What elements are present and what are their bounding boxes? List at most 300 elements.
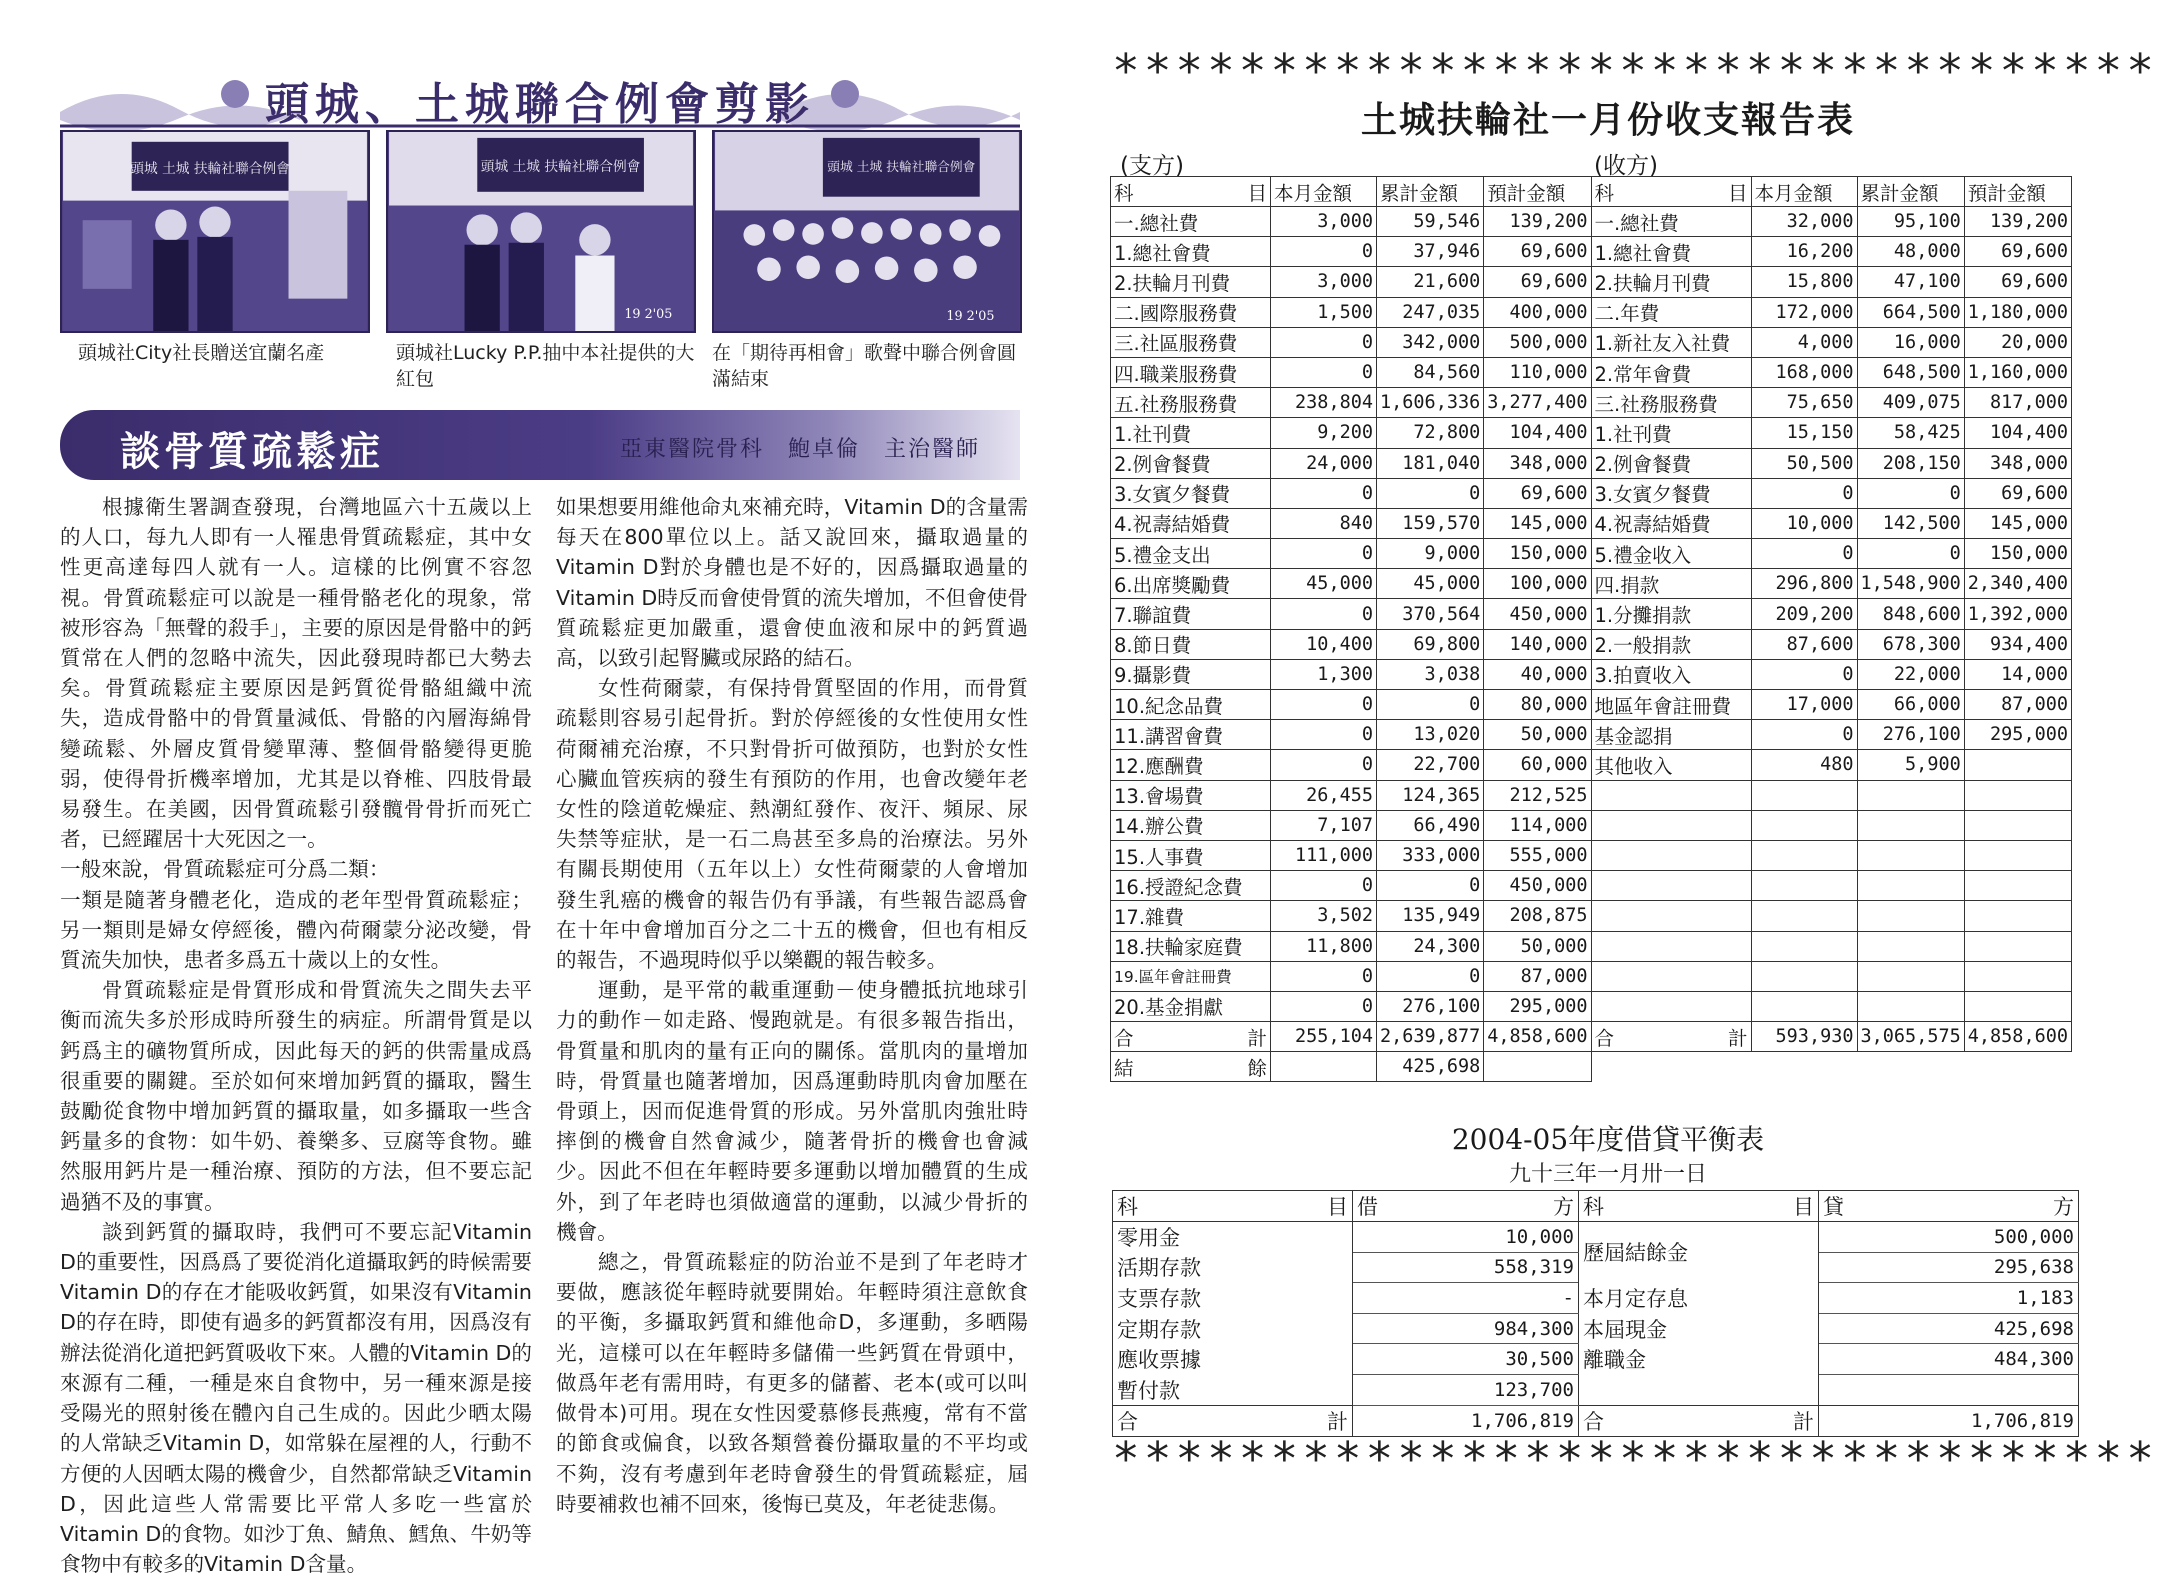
photo-3-image xyxy=(714,132,1020,331)
income-budget: 14,000 xyxy=(1964,659,2071,689)
photo-3-caption: 在「期待再相會」歌聲中聯合例會圓滿結束 xyxy=(712,342,1017,390)
expense-item: 16.授證紀念費 xyxy=(1111,871,1271,901)
header-cumulative: 累計金額 xyxy=(1377,177,1484,207)
income-item xyxy=(1591,901,1751,931)
article-title: 談骨質疏鬆症 xyxy=(120,428,384,475)
expense-budget: 60,000 xyxy=(1484,750,1591,780)
ledger-row xyxy=(1111,901,2072,931)
income-cumulative xyxy=(1857,871,1964,901)
header-budget: 預計金額 xyxy=(1964,177,2071,207)
expense-month: 3,502 xyxy=(1271,901,1377,931)
expense-month: 0 xyxy=(1271,720,1377,750)
income-item: 基金認捐 xyxy=(1591,720,1751,750)
article-header xyxy=(60,410,1020,480)
income-month: 10,000 xyxy=(1751,508,1857,538)
income-item: 1.新社友入社費 xyxy=(1591,327,1751,357)
paragraph: 一般來說，骨質疏鬆症可分爲二類： xyxy=(60,857,390,882)
income-month: 480 xyxy=(1751,750,1857,780)
balance-row: 活期存款 558,319 295,638 xyxy=(1113,1252,2079,1283)
expense-month: 0 xyxy=(1271,237,1377,267)
expense-budget: 50,000 xyxy=(1484,931,1591,961)
total-expense-month: 255,104 xyxy=(1271,1022,1377,1052)
expense-month: 238,804 xyxy=(1271,388,1377,418)
expense-item: 6.出席獎勵費 xyxy=(1111,569,1271,599)
paragraph: 總之，骨質疏鬆症的防治並不是到了年老時才要做，應該從年輕時就要開始。年輕時須注意飲食的平衡，多攝取鈣質和維他命D，多運動，多晒陽光，這樣可以在年輕時多儲備一些鈣質在骨頭中，做爲年老有需用時，有更多的儲蓄、老本(或可以叫做骨本)可用。現在女性因愛慕修長燕瘦，常有不當的節食或偏食，以致各類營養份攝取量的不平均或不夠，沒有考慮到年老時會發生的骨質疏鬆症，屆時要補救也補不回來，後悔已莫及，年老徒悲傷。 xyxy=(556,1250,1028,1516)
income-cumulative xyxy=(1857,901,1964,931)
expense-month: 7,107 xyxy=(1271,810,1377,840)
expense-cumulative: 135,949 xyxy=(1377,901,1484,931)
total-income-month: 593,930 xyxy=(1751,1022,1857,1052)
article-author: 亞東醫院骨科 鮑卓倫 主治醫師 xyxy=(619,437,980,462)
income-month xyxy=(1751,991,1857,1021)
expense-cumulative: 181,040 xyxy=(1377,448,1484,478)
ledger-row xyxy=(1111,327,2072,357)
income-budget xyxy=(1964,810,2071,840)
income-cumulative: 648,500 xyxy=(1857,357,1964,387)
income-month xyxy=(1751,840,1857,870)
expense-budget: 555,000 xyxy=(1484,840,1591,870)
income-budget: 150,000 xyxy=(1964,539,2071,569)
photo-1 xyxy=(60,130,370,333)
income-item xyxy=(1591,780,1751,810)
income-budget: 348,000 xyxy=(1964,448,2071,478)
expense-budget: 100,000 xyxy=(1484,569,1591,599)
balance-credit-total: 1,706,819 xyxy=(1819,1405,2079,1436)
income-cumulative: 48,000 xyxy=(1857,237,1964,267)
income-cumulative: 848,600 xyxy=(1857,599,1964,629)
income-month: 15,800 xyxy=(1751,267,1857,297)
expense-cumulative: 247,035 xyxy=(1377,297,1484,327)
income-month: 16,200 xyxy=(1751,237,1857,267)
expense-budget: 69,600 xyxy=(1484,478,1591,508)
income-month: 172,000 xyxy=(1751,297,1857,327)
surplus-value: 425,698 xyxy=(1377,1052,1484,1082)
income-item: 3.拍賣收入 xyxy=(1591,659,1751,689)
expense-cumulative: 13,020 xyxy=(1377,720,1484,750)
ledger-row xyxy=(1111,750,2072,780)
expense-cumulative: 24,300 xyxy=(1377,931,1484,961)
expense-item: 10.紀念品費 xyxy=(1111,690,1271,720)
income-item xyxy=(1591,871,1751,901)
surplus-label: 結 餘 xyxy=(1111,1052,1271,1082)
surplus-row xyxy=(1111,1052,2072,1082)
expense-cumulative: 84,560 xyxy=(1377,357,1484,387)
income-budget: 104,400 xyxy=(1964,418,2071,448)
income-cumulative: 66,000 xyxy=(1857,690,1964,720)
expense-cumulative: 69,800 xyxy=(1377,629,1484,659)
total-expense-budget: 4,858,600 xyxy=(1484,1022,1591,1052)
ledger-row xyxy=(1111,599,2072,629)
balance-header-row: 科 目 借 方 科 目 貸 方 xyxy=(1113,1191,2079,1222)
income-budget: 295,000 xyxy=(1964,720,2071,750)
ledger-row xyxy=(1111,448,2072,478)
ledger-row xyxy=(1111,569,2072,599)
expense-month: 0 xyxy=(1271,750,1377,780)
expense-month: 1,500 xyxy=(1271,297,1377,327)
expense-budget: 104,400 xyxy=(1484,418,1591,448)
balance-total-row: 合 計 1,706,819 合 計 1,706,819 xyxy=(1113,1405,2079,1436)
income-budget xyxy=(1964,901,2071,931)
expense-budget: 400,000 xyxy=(1484,297,1591,327)
paragraph: 運動，是平常的載重運動－使身體抵抗地球引力的動作－如走路、慢跑就是。有很多報告指出，骨質量和肌肉的量有正向的關係。當肌肉的量增加時，骨質量也隨著增加，因爲運動時肌肉會加壓在骨頭上，因而促進骨質的形成。另外當肌肉強壯時摔倒的機會自然會減少，隨著骨折的機會也會減少。因此不但在年輕時要多運動以增加體質的生成外，到了年老時也須做適當的運動，以減少骨折的機會。 xyxy=(556,978,1028,1244)
balance-row: 應收票據 30,500 離職金 484,300 xyxy=(1113,1344,2079,1375)
expense-item: 8.節日費 xyxy=(1111,629,1271,659)
income-cumulative: 664,500 xyxy=(1857,297,1964,327)
expense-item: 14.辦公費 xyxy=(1111,810,1271,840)
expense-cumulative: 21,600 xyxy=(1377,267,1484,297)
expense-month: 3,000 xyxy=(1271,267,1377,297)
photo-1-sign: 頭城 土城 扶輪社聯合例會 xyxy=(130,161,290,178)
expense-item: 7.聯誼費 xyxy=(1111,599,1271,629)
header-budget: 預計金額 xyxy=(1484,177,1591,207)
income-budget xyxy=(1964,991,2071,1021)
header-cumulative: 累計金額 xyxy=(1857,177,1964,207)
total-label: 合 計 xyxy=(1111,1022,1271,1052)
expense-month: 0 xyxy=(1271,478,1377,508)
income-item xyxy=(1591,991,1751,1021)
income-budget: 1,160,000 xyxy=(1964,357,2071,387)
income-cumulative: 0 xyxy=(1857,539,1964,569)
ledger-row xyxy=(1111,690,2072,720)
balance-row: 暫付款 123,700 xyxy=(1113,1374,2079,1405)
ledger-row xyxy=(1111,629,2072,659)
expense-cumulative: 0 xyxy=(1377,478,1484,508)
income-budget: 2,340,400 xyxy=(1964,569,2071,599)
paragraph: 談到鈣質的攝取時，我們可不要忘記Vitamin D的重要性，因爲爲了要從消化道攝取鈣的時候需要Vitamin D的存在才能吸收鈣質，如果沒有Vitamin D的存在時，即使有過多的鈣質都沒有用，因爲沒有辦法從消化道把鈣質吸收下來。人體的Vitamin D的來源有二種，一種是來自食物中，另一種來源是接受陽光的照射後在體內自己生成的。因此少晒太陽的人常缺乏Vitamin D，如常躲在屋裡的人，行動不方便的人因晒太陽的機會少，自然都常缺乏Vitamin D，因此這些人常需要比平常人多吃一些富於Vitamin D的食物。如沙丁魚、鯖魚、鱈魚、牛奶等食物中有較多的Vitamin D含量。 xyxy=(60,1219,532,1577)
expense-budget: 450,000 xyxy=(1484,871,1591,901)
income-cumulative xyxy=(1857,961,1964,991)
ledger-row xyxy=(1111,991,2072,1021)
expense-month: 3,000 xyxy=(1271,207,1377,237)
banner-title: 頭城、土城聯合例會剪影 xyxy=(265,79,815,130)
header-month: 本月金額 xyxy=(1271,177,1377,207)
expense-budget: 348,000 xyxy=(1484,448,1591,478)
right-page xyxy=(1072,0,2158,1536)
expense-item: 19.區年會註冊費 xyxy=(1111,961,1271,991)
income-item: 三.社務服務費 xyxy=(1591,388,1751,418)
expense-budget: 3,277,400 xyxy=(1484,388,1591,418)
ledger-row xyxy=(1111,237,2072,267)
expense-cumulative: 3,038 xyxy=(1377,659,1484,689)
expense-budget: 40,000 xyxy=(1484,659,1591,689)
income-budget xyxy=(1964,871,2071,901)
expense-cumulative: 66,490 xyxy=(1377,810,1484,840)
income-budget: 69,600 xyxy=(1964,237,2071,267)
income-item: 5.禮金收入 xyxy=(1591,539,1751,569)
income-budget: 69,600 xyxy=(1964,267,2071,297)
expense-item: 5.禮金支出 xyxy=(1111,539,1271,569)
photo-3-stamp: 19 2'05 xyxy=(946,309,995,325)
photo-1-caption: 頭城社City社長贈送宜蘭名產 xyxy=(78,342,325,364)
income-month: 17,000 xyxy=(1751,690,1857,720)
income-budget xyxy=(1964,961,2071,991)
ledger-row xyxy=(1111,388,2072,418)
income-month: 50,500 xyxy=(1751,448,1857,478)
income-cumulative xyxy=(1857,810,1964,840)
expense-budget: 500,000 xyxy=(1484,327,1591,357)
income-month: 87,600 xyxy=(1751,629,1857,659)
income-cumulative: 47,100 xyxy=(1857,267,1964,297)
total-expense-cumulative: 2,639,877 xyxy=(1377,1022,1484,1052)
income-cumulative: 22,000 xyxy=(1857,659,1964,689)
photo-banner xyxy=(60,50,1020,140)
ledger-row xyxy=(1111,357,2072,387)
income-month: 168,000 xyxy=(1751,357,1857,387)
total-row xyxy=(1111,1022,2072,1052)
expense-budget: 212,525 xyxy=(1484,780,1591,810)
income-month: 0 xyxy=(1751,659,1857,689)
ledger-row xyxy=(1111,931,2072,961)
ledger-row xyxy=(1111,659,2072,689)
expense-budget: 87,000 xyxy=(1484,961,1591,991)
expense-month: 840 xyxy=(1271,508,1377,538)
income-month: 296,800 xyxy=(1751,569,1857,599)
ledger-row xyxy=(1111,871,2072,901)
income-cumulative: 95,100 xyxy=(1857,207,1964,237)
balance-row: 零用金 10,000 歷屆結餘金 500,000 xyxy=(1113,1222,2079,1253)
income-budget xyxy=(1964,931,2071,961)
income-budget: 934,400 xyxy=(1964,629,2071,659)
expense-budget: 145,000 xyxy=(1484,508,1591,538)
expense-budget: 69,600 xyxy=(1484,267,1591,297)
expense-cumulative: 0 xyxy=(1377,961,1484,991)
balance-sheet-title: 2004-05年度借貸平衡表 xyxy=(1451,1123,1765,1156)
photo-3-sign: 頭城 土城 扶輪社聯合例會 xyxy=(827,160,976,176)
expense-item: 五.社務服務費 xyxy=(1111,388,1271,418)
expense-cumulative: 276,100 xyxy=(1377,991,1484,1021)
expense-budget: 114,000 xyxy=(1484,810,1591,840)
ledger-row xyxy=(1111,508,2072,538)
income-cumulative: 208,150 xyxy=(1857,448,1964,478)
ledger-row xyxy=(1111,720,2072,750)
income-cumulative: 276,100 xyxy=(1857,720,1964,750)
income-item xyxy=(1591,810,1751,840)
expense-budget: 150,000 xyxy=(1484,539,1591,569)
expense-cumulative: 37,946 xyxy=(1377,237,1484,267)
income-month: 15,150 xyxy=(1751,418,1857,448)
expense-item: 20.基金捐獻 xyxy=(1111,991,1271,1021)
income-budget: 69,600 xyxy=(1964,478,2071,508)
expense-item: 18.扶輪家庭費 xyxy=(1111,931,1271,961)
expense-item: 17.雜費 xyxy=(1111,901,1271,931)
income-cumulative: 58,425 xyxy=(1857,418,1964,448)
income-item: 2.一般捐款 xyxy=(1591,629,1751,659)
photo-1-image xyxy=(62,132,368,331)
photo-3 xyxy=(712,130,1022,333)
expense-cumulative: 124,365 xyxy=(1377,780,1484,810)
expense-month: 0 xyxy=(1271,539,1377,569)
expense-cumulative: 45,000 xyxy=(1377,569,1484,599)
income-month: 209,200 xyxy=(1751,599,1857,629)
photo-2-sign: 頭城 土城 扶輪社聯合例會 xyxy=(480,159,641,176)
income-budget: 817,000 xyxy=(1964,388,2071,418)
income-month: 0 xyxy=(1751,720,1857,750)
income-item: 2.扶輪月刊費 xyxy=(1591,267,1751,297)
income-item: 地區年會註冊費 xyxy=(1591,690,1751,720)
expense-cumulative: 0 xyxy=(1377,871,1484,901)
ledger-row xyxy=(1111,961,2072,991)
report-title: 土城扶輪社一月份收支報告表 xyxy=(1360,100,1855,141)
balance-row: 定期存款 984,300 本屆現金 425,698 xyxy=(1113,1313,2079,1344)
expense-budget: 50,000 xyxy=(1484,720,1591,750)
expense-item: 1.總社會費 xyxy=(1111,237,1271,267)
expense-budget: 295,000 xyxy=(1484,991,1591,1021)
income-item: 四.捐款 xyxy=(1591,569,1751,599)
expense-budget: 450,000 xyxy=(1484,599,1591,629)
income-budget xyxy=(1964,840,2071,870)
balance-sheet-table xyxy=(1112,1190,2079,1437)
star-border-bottom: ********************************* xyxy=(1112,1432,2158,1486)
balance-sheet-date: 九十三年一月卅一日 xyxy=(1508,1162,1707,1187)
star-border-top: ********************************* xyxy=(1112,44,2158,98)
expense-item: 11.講習會費 xyxy=(1111,720,1271,750)
photo-2-caption: 頭城社Lucky P.P.抽中本社提供的大紅包 xyxy=(396,342,695,390)
income-item: 一.總社費 xyxy=(1591,207,1751,237)
expense-cumulative: 9,000 xyxy=(1377,539,1484,569)
expense-month: 0 xyxy=(1271,327,1377,357)
income-item: 1.社刊費 xyxy=(1591,418,1751,448)
paragraph: 根據衛生署調查發現，台灣地區六十五歲以上的人口，每九人即有一人罹患骨質疏鬆症，其中女性更高達每四人就有一人。這樣的比例實不容忽視。骨質疏鬆症可以說是一種骨骼老化的現象，常被形容為「無聲的殺手」，主要的原因是骨骼中的鈣質常在人們的忽略中流失，因此發現時都已大勢去矣。骨質疏鬆症主要原因是鈣質從骨骼組織中流失，造成骨骼中的骨質量減低、骨骼的內層海綿骨變疏鬆、外層皮質骨變單薄、整個骨骼變得更脆弱，使得骨折機率增加，尤其是以脊椎、四肢骨最易發生。在美國，因骨質疏鬆引發髖骨骨折而死亡者，已經躍居十大死因之一。 xyxy=(60,495,532,852)
expense-item: 1.社刊費 xyxy=(1111,418,1271,448)
income-month xyxy=(1751,961,1857,991)
expense-item: 三.社區服務費 xyxy=(1111,327,1271,357)
expense-item: 2.扶輪月刊費 xyxy=(1111,267,1271,297)
income-budget: 87,000 xyxy=(1964,690,2071,720)
income-item: 3.女賓夕餐費 xyxy=(1591,478,1751,508)
expense-item: 一.總社費 xyxy=(1111,207,1271,237)
income-cumulative: 409,075 xyxy=(1857,388,1964,418)
expense-cumulative: 1,606,336 xyxy=(1377,388,1484,418)
expense-month: 0 xyxy=(1271,991,1377,1021)
photo-2 xyxy=(386,130,696,333)
ledger-row xyxy=(1111,810,2072,840)
expense-cumulative: 342,000 xyxy=(1377,327,1484,357)
article-column-1 xyxy=(60,492,532,1579)
expense-item: 3.女賓夕餐費 xyxy=(1111,478,1271,508)
expense-month: 26,455 xyxy=(1271,780,1377,810)
header-subject: 科 目 xyxy=(1591,177,1751,207)
expense-month: 0 xyxy=(1271,599,1377,629)
expense-month: 0 xyxy=(1271,961,1377,991)
balance-row: 支票存款 - 本月定存息 1,183 xyxy=(1113,1283,2079,1314)
total-income-budget: 4,858,600 xyxy=(1964,1022,2071,1052)
income-cumulative xyxy=(1857,931,1964,961)
ledger-row xyxy=(1111,267,2072,297)
ledger-row xyxy=(1111,297,2072,327)
ledger-row xyxy=(1111,207,2072,237)
income-cumulative: 678,300 xyxy=(1857,629,1964,659)
income-budget: 1,392,000 xyxy=(1964,599,2071,629)
income-expense-table xyxy=(1110,176,2072,1082)
income-month: 4,000 xyxy=(1751,327,1857,357)
expense-month: 24,000 xyxy=(1271,448,1377,478)
expense-cumulative: 72,800 xyxy=(1377,418,1484,448)
left-page xyxy=(0,0,1072,1577)
income-cumulative: 5,900 xyxy=(1857,750,1964,780)
ledger-row xyxy=(1111,539,2072,569)
expense-label: (支方) xyxy=(1120,153,1184,179)
income-cumulative: 1,548,900 xyxy=(1857,569,1964,599)
expense-month: 0 xyxy=(1271,690,1377,720)
income-month xyxy=(1751,871,1857,901)
paragraph: 骨質疏鬆症是骨質形成和骨質流失之間失去平衡而流失多於形成時所發生的病症。所謂骨質是以鈣爲主的礦物質所成，因此每天的鈣的供需量成爲很重要的關鍵。至於如何來增加鈣質的攝取，醫生鼓勵從食物中增加鈣質的攝取量，如多攝取一些含鈣量多的食物：如牛奶、養樂多、豆腐等食物。雖然服用鈣片是一種治療、預防的方法，但不要忘記過猶不及的事實。 xyxy=(60,978,532,1214)
header-month: 本月金額 xyxy=(1751,177,1857,207)
income-cumulative: 0 xyxy=(1857,478,1964,508)
expense-item: 四.職業服務費 xyxy=(1111,357,1271,387)
expense-month: 9,200 xyxy=(1271,418,1377,448)
expense-month: 45,000 xyxy=(1271,569,1377,599)
expense-month: 111,000 xyxy=(1271,840,1377,870)
income-month: 0 xyxy=(1751,539,1857,569)
income-item: 4.祝壽結婚費 xyxy=(1591,508,1751,538)
expense-budget: 140,000 xyxy=(1484,629,1591,659)
expense-budget: 139,200 xyxy=(1484,207,1591,237)
header-subject: 科 目 xyxy=(1111,177,1271,207)
income-item: 2.常年會費 xyxy=(1591,357,1751,387)
ledger-row xyxy=(1111,478,2072,508)
income-cumulative: 142,500 xyxy=(1857,508,1964,538)
income-budget: 145,000 xyxy=(1964,508,2071,538)
photo-2-stamp: 19 2'05 xyxy=(624,307,673,323)
income-budget: 139,200 xyxy=(1964,207,2071,237)
income-item: 2.例會餐費 xyxy=(1591,448,1751,478)
income-label: (收方) xyxy=(1594,153,1658,179)
expense-cumulative: 0 xyxy=(1377,690,1484,720)
table-header-row xyxy=(1111,177,2072,207)
expense-budget: 69,600 xyxy=(1484,237,1591,267)
article-column-2 xyxy=(556,492,1028,1519)
expense-cumulative: 159,570 xyxy=(1377,508,1484,538)
expense-item: 2.例會餐費 xyxy=(1111,448,1271,478)
expense-budget: 80,000 xyxy=(1484,690,1591,720)
income-month: 0 xyxy=(1751,478,1857,508)
expense-item: 12.應酬費 xyxy=(1111,750,1271,780)
ledger-row xyxy=(1111,418,2072,448)
income-month xyxy=(1751,901,1857,931)
photo-2-image xyxy=(388,132,694,331)
income-item xyxy=(1591,840,1751,870)
income-month xyxy=(1751,931,1857,961)
expense-item: 二.國際服務費 xyxy=(1111,297,1271,327)
expense-month: 0 xyxy=(1271,871,1377,901)
income-item: 二.年費 xyxy=(1591,297,1751,327)
income-budget xyxy=(1964,750,2071,780)
expense-month: 11,800 xyxy=(1271,931,1377,961)
expense-item: 4.祝壽結婚費 xyxy=(1111,508,1271,538)
paragraph: 如果想要用維他命丸來補充時，Vitamin D的含量需每天在800單位以上。話又說回來，攝取過量的Vitamin D對於身體也是不好的，因爲攝取過量的Vitamin D時反而會使骨質的流失增加，不但會使骨質疏鬆症更加嚴重，還會使血液和尿中的鈣質過高，以致引起腎臟或尿路的結石。 xyxy=(556,495,1028,671)
income-month xyxy=(1751,780,1857,810)
expense-item: 15.人事費 xyxy=(1111,840,1271,870)
ledger-row xyxy=(1111,840,2072,870)
income-month: 32,000 xyxy=(1751,207,1857,237)
income-cumulative xyxy=(1857,991,1964,1021)
income-budget: 20,000 xyxy=(1964,327,2071,357)
income-month xyxy=(1751,810,1857,840)
expense-budget: 208,875 xyxy=(1484,901,1591,931)
income-month: 75,650 xyxy=(1751,388,1857,418)
expense-item: 9.攝影費 xyxy=(1111,659,1271,689)
income-budget: 1,180,000 xyxy=(1964,297,2071,327)
income-item: 1.分攤捐款 xyxy=(1591,599,1751,629)
expense-month: 1,300 xyxy=(1271,659,1377,689)
income-item: 其他收入 xyxy=(1591,750,1751,780)
income-item xyxy=(1591,931,1751,961)
expense-budget: 110,000 xyxy=(1484,357,1591,387)
income-budget xyxy=(1964,780,2071,810)
paragraph: 一類是隨著身體老化，造成的老年型骨質疏鬆症；另一類則是婦女停經後，體內荷爾蒙分泌改變，骨質流失加快，患者多爲五十歲以上的女性。 xyxy=(60,887,532,973)
income-cumulative xyxy=(1857,840,1964,870)
total-income-cumulative: 3,065,575 xyxy=(1857,1022,1964,1052)
